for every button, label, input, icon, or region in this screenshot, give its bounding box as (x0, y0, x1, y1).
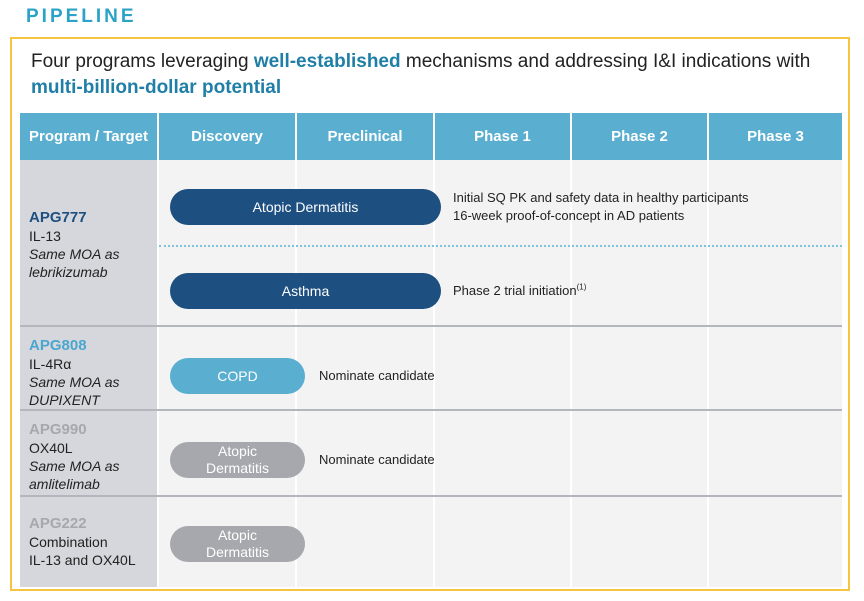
indication-note (453, 282, 586, 300)
program-code: APG777 (29, 209, 87, 226)
column-header-discovery: Discovery (159, 113, 295, 160)
program-target: OX40L (29, 440, 73, 456)
column-divider (295, 113, 297, 587)
indication-bar-asthma: Asthma (170, 273, 441, 309)
indication-bar-atopic-dermatitis: Atopic Dermatitis (170, 189, 441, 225)
program-target: IL-13 and OX40L (29, 552, 136, 568)
indication-bar-copd: COPD (170, 358, 305, 394)
program-apg777 (29, 209, 139, 281)
indication-bar-atopic-dermatitis (170, 526, 305, 562)
column-divider (157, 113, 159, 587)
program-moa: Same MOA as (29, 374, 120, 390)
headline-text-1: Four programs leveraging (31, 51, 254, 72)
indication-bar-atopic-dermatitis (170, 442, 305, 478)
column-divider (707, 113, 709, 587)
note-line: Initial SQ PK and safety data in healthy participants (453, 190, 749, 205)
indication-divider (159, 245, 842, 247)
indication-note: Nominate candidate (319, 452, 435, 467)
pipeline-panel (10, 37, 850, 591)
column-header-phase-2: Phase 2 (572, 113, 707, 160)
column-header-phase-1: Phase 1 (435, 113, 570, 160)
column-divider (570, 113, 572, 587)
row-divider (20, 495, 842, 497)
bar-label-line: Dermatitis (205, 544, 269, 560)
program-moa: Same MOA as lebrikizumab (29, 246, 120, 280)
row-divider (20, 325, 842, 327)
row-divider (20, 409, 842, 411)
program-apg990 (29, 421, 120, 493)
program-target: IL-4Rα (29, 356, 72, 372)
program-code: APG990 (29, 421, 87, 438)
note-line: 16-week proof-of-concept in AD patients (453, 208, 685, 223)
column-divider (433, 113, 435, 587)
program-moa: amlitelimab (29, 476, 100, 492)
bar-label-line: Atopic (218, 527, 257, 543)
headline-highlight-1: well-established (253, 51, 401, 72)
program-code: APG222 (29, 515, 87, 532)
program-target: Combination (29, 534, 108, 550)
headline (31, 49, 841, 101)
program-moa: DUPIXENT (29, 392, 100, 408)
note-text: Phase 2 trial initiation (453, 283, 577, 298)
column-header-phase-3: Phase 3 (709, 113, 842, 160)
program-apg222 (29, 515, 136, 569)
indication-note: Nominate candidate (319, 368, 435, 383)
bar-label-line: Atopic (218, 443, 257, 459)
pipeline-table (20, 113, 842, 587)
program-code: APG808 (29, 337, 87, 354)
program-target: IL-13 (29, 228, 61, 244)
headline-highlight-2: multi-billion-dollar potential (31, 77, 282, 98)
footnote-marker: (1) (576, 282, 587, 292)
headline-text-2: mechanisms and addressing I&I indications with (400, 51, 811, 72)
section-title: PIPELINE (26, 6, 137, 27)
column-header-program: Program / Target (20, 113, 157, 160)
bar-label-line: Dermatitis (205, 460, 269, 476)
indication-note (453, 189, 749, 225)
column-header-preclinical: Preclinical (297, 113, 433, 160)
program-apg808 (29, 337, 120, 409)
program-moa: Same MOA as (29, 458, 120, 474)
